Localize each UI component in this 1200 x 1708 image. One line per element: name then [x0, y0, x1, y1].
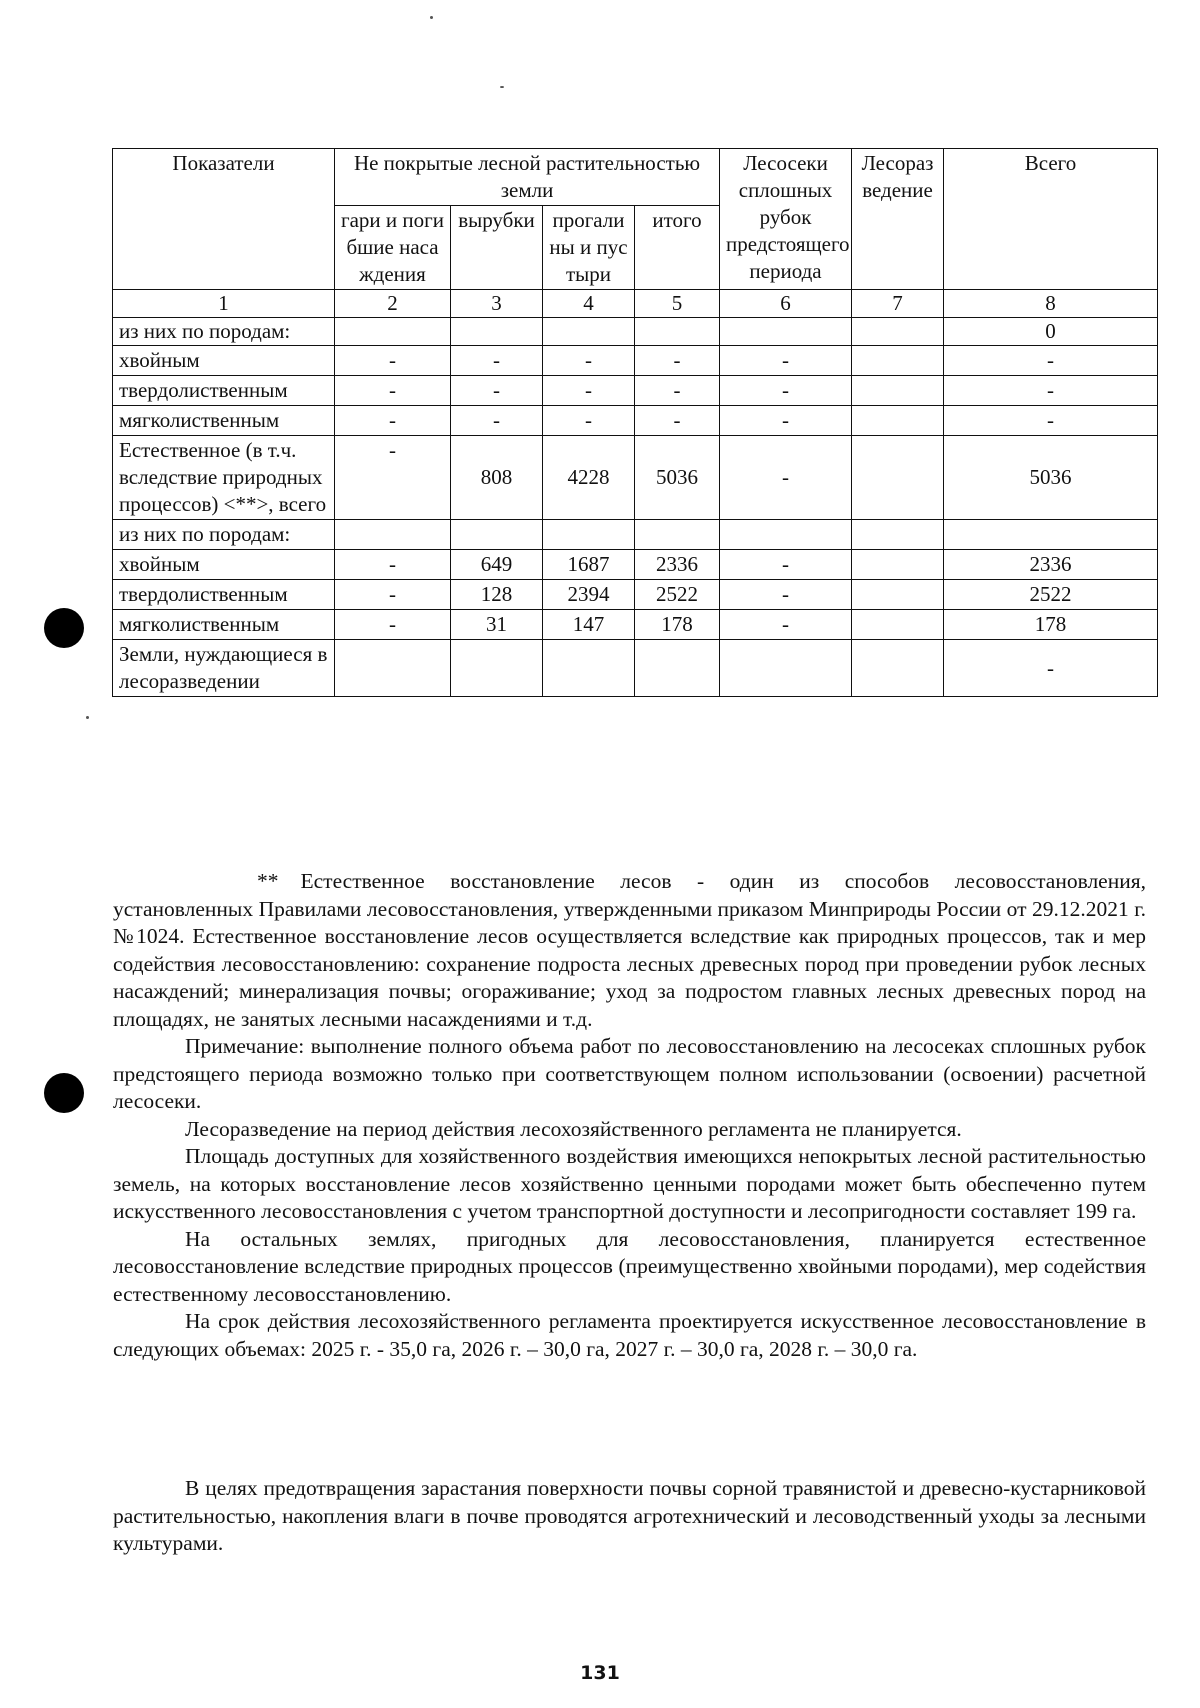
value-cell: 649 — [451, 550, 543, 580]
value-cell: - — [944, 406, 1158, 436]
value-cell: 4228 — [543, 436, 635, 520]
value-cell — [543, 520, 635, 550]
value-cell — [852, 610, 944, 640]
area-paragraph: Площадь доступных для хозяйственного воздействия имеющихся непокрытых лесной растительностью земель, на которых восстановление лесов хозяйственно ценными породами может быть обеспеченно путем искусственного лесовосстановления с учетом транспортной доступности и лесопригодности составляет 199 га. — [113, 1144, 1146, 1223]
value-cell: 178 — [635, 610, 720, 640]
value-cell: - — [543, 406, 635, 436]
header-cutting-areas: Лесосеки сплошных рубок предстоящего периода — [720, 149, 852, 290]
column-number: 1 — [113, 290, 335, 318]
header-glades: прогалины и пустыри — [543, 206, 635, 290]
header-clearcuts: вырубки — [451, 206, 543, 290]
column-number: 7 — [852, 290, 944, 318]
care-paragraph: В целях предотвращения зарастания поверхности почвы сорной травянистой и древесно-кустарниковой растительностью, накопления влаги в почве проводятся агротехнический и лесоводственный уходы за лесными культурами. — [113, 1476, 1146, 1555]
row-label-cell: из них по породам: — [113, 318, 335, 346]
note-paragraph: Примечание: выполнение полного объема работ по лесовосстановлению на лесосеках сплошных рубок предстоящего периода возможно только при соответствующем полном использовании (освоении) расчетной лесосеки. — [113, 1034, 1146, 1113]
value-cell — [451, 318, 543, 346]
column-number: 6 — [720, 290, 852, 318]
table-row — [113, 640, 1158, 697]
value-cell — [852, 520, 944, 550]
row-label-cell: хвойным — [113, 346, 335, 376]
footnote-marker: ** — [257, 869, 279, 893]
row-label-cell: мягколиственным — [113, 406, 335, 436]
table-row — [113, 346, 1158, 376]
scan-speck — [500, 86, 504, 88]
column-number: 8 — [944, 290, 1158, 318]
table-row — [113, 580, 1158, 610]
value-cell: - — [335, 346, 451, 376]
table-row — [113, 610, 1158, 640]
value-cell — [543, 640, 635, 697]
value-cell — [635, 318, 720, 346]
value-cell: 178 — [944, 610, 1158, 640]
value-cell: - — [720, 406, 852, 436]
value-cell: - — [944, 640, 1158, 697]
value-cell: 2336 — [635, 550, 720, 580]
value-cell: - — [451, 406, 543, 436]
value-cell: 808 — [451, 436, 543, 520]
value-cell: 147 — [543, 610, 635, 640]
column-number-row — [113, 290, 1158, 318]
value-cell: - — [720, 376, 852, 406]
value-cell — [852, 580, 944, 610]
footnote-text: Естественное восстановление лесов - один из способов лесовосстановления, установленных Правилами лесовосстановления, утвержденными приказом Минприроды России от 29.12.2021 г. №1024. Естественное восстановление лесов осуществляется вследствие как природных процессов, так и мер содействия лесовосстановлению: сохранение подроста лесных древесных пород при проведении рубок лесных насаждений; минерализация почвы; огораживание; уход за подростом главных лесных древесных пород на площадях, не занятых лесными насаждениями и т.д. — [113, 869, 1146, 1031]
row-label-cell: твердолиственным — [113, 580, 335, 610]
punch-hole — [44, 1073, 84, 1113]
table-row — [113, 376, 1158, 406]
scan-speck — [86, 716, 89, 719]
value-cell: 2394 — [543, 580, 635, 610]
header-subtotal: итого — [635, 206, 720, 290]
value-cell: 5036 — [944, 436, 1158, 520]
row-label-cell: Земли, нуждающиеся в лесоразведении — [113, 640, 335, 697]
table-body — [113, 318, 1158, 697]
value-cell: - — [720, 580, 852, 610]
row-label-cell: хвойным — [113, 550, 335, 580]
value-cell — [335, 640, 451, 697]
value-cell — [335, 318, 451, 346]
value-cell: 128 — [451, 580, 543, 610]
table-row — [113, 520, 1158, 550]
value-cell: - — [451, 376, 543, 406]
header-indicators: Показатели — [113, 149, 335, 290]
value-cell: 2522 — [635, 580, 720, 610]
scan-speck — [430, 16, 433, 19]
table-row — [113, 406, 1158, 436]
header-row-1 — [113, 149, 1158, 206]
value-cell — [852, 376, 944, 406]
value-cell — [720, 520, 852, 550]
row-label-cell: мягколиственным — [113, 610, 335, 640]
value-cell: - — [635, 406, 720, 436]
notes-block — [113, 868, 1146, 1363]
value-cell: - — [335, 610, 451, 640]
value-cell: 2522 — [944, 580, 1158, 610]
table-row — [113, 318, 1158, 346]
value-cell: - — [720, 346, 852, 376]
page-number: 131 — [580, 1662, 620, 1684]
value-cell: 1687 — [543, 550, 635, 580]
value-cell — [451, 640, 543, 697]
value-cell: - — [543, 346, 635, 376]
value-cell: - — [635, 376, 720, 406]
header-total: Всего — [944, 149, 1158, 290]
value-cell: - — [720, 550, 852, 580]
column-number: 3 — [451, 290, 543, 318]
value-cell — [852, 318, 944, 346]
value-cell — [852, 346, 944, 376]
value-cell — [543, 318, 635, 346]
value-cell: - — [335, 550, 451, 580]
column-number: 4 — [543, 290, 635, 318]
value-cell: - — [335, 406, 451, 436]
header-burned: гари и погибшие насаждения — [335, 206, 451, 290]
value-cell: - — [944, 346, 1158, 376]
value-cell — [852, 640, 944, 697]
row-label-cell: Естественное (в т.ч. вследствие природных процессов) <**>, всего — [113, 436, 335, 520]
row-label-cell: твердолиственным — [113, 376, 335, 406]
value-cell: - — [635, 346, 720, 376]
footnote-paragraph — [113, 868, 1146, 1033]
plan-paragraph: На срок действия лесохозяйственного регламента проектируется искусственное лесовосстановление в следующих объемах: 2025 г. - 35,0 га, 2026 г. – 30,0 га, 2027 г. – 30,0 га, 2028 г. – 30,0 га. — [113, 1309, 1146, 1361]
value-cell — [635, 520, 720, 550]
value-cell — [635, 640, 720, 697]
value-cell — [720, 318, 852, 346]
punch-hole — [44, 608, 84, 648]
value-cell: - — [335, 436, 451, 520]
header-not-covered: Не покрытые лесной растительностью земли — [335, 149, 720, 206]
value-cell: 31 — [451, 610, 543, 640]
value-cell — [852, 550, 944, 580]
table-row — [113, 550, 1158, 580]
value-cell — [852, 406, 944, 436]
value-cell: 0 — [944, 318, 1158, 346]
reforestation-table — [112, 148, 1158, 697]
value-cell: 5036 — [635, 436, 720, 520]
value-cell — [720, 640, 852, 697]
column-number: 2 — [335, 290, 451, 318]
afforestation-paragraph: Лесоразведение на период действия лесохозяйственного регламента не планируется. — [185, 1116, 962, 1141]
value-cell: 2336 — [944, 550, 1158, 580]
value-cell — [335, 520, 451, 550]
value-cell — [451, 520, 543, 550]
other-lands-paragraph: На остальных землях, пригодных для лесовосстановления, планируется естественное лесовосстановление вследствие природных процессов (преимущественно хвойными породами), мер содействия естественному лесовосстановлению. — [113, 1226, 1146, 1306]
value-cell: - — [335, 376, 451, 406]
value-cell: - — [720, 436, 852, 520]
column-number: 5 — [635, 290, 720, 318]
header-reforestation: Лесоразведение — [852, 149, 944, 290]
value-cell — [852, 436, 944, 520]
value-cell: - — [335, 580, 451, 610]
value-cell: - — [451, 346, 543, 376]
value-cell — [944, 520, 1158, 550]
value-cell: - — [720, 610, 852, 640]
value-cell: - — [543, 376, 635, 406]
table-row — [113, 436, 1158, 520]
row-label-cell: из них по породам: — [113, 520, 335, 550]
value-cell: - — [944, 376, 1158, 406]
care-block — [113, 1475, 1146, 1558]
